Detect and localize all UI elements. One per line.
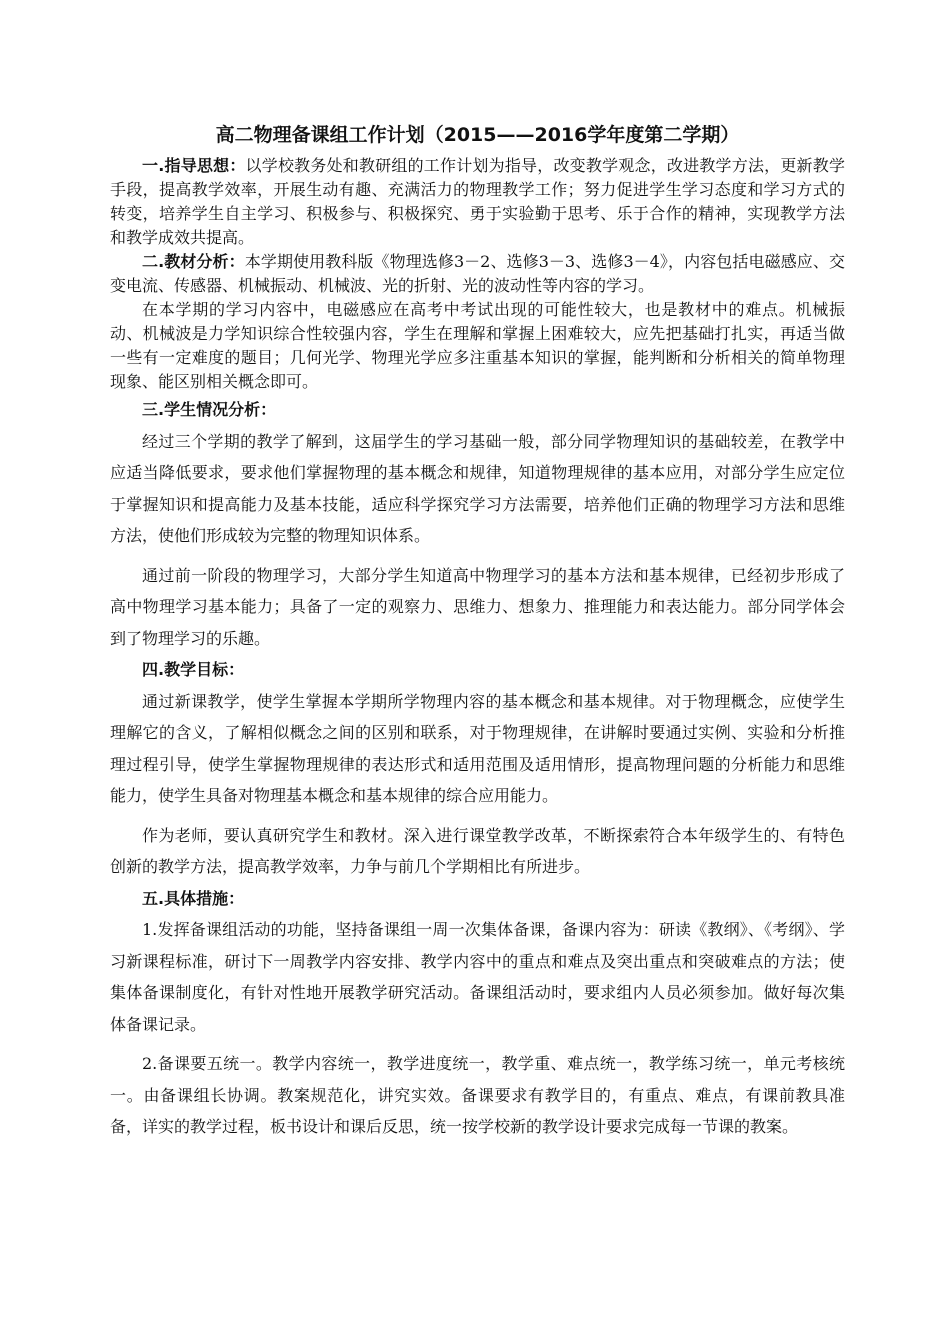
paragraph-student-2: 通过前一阶段的物理学习，大部分学生知道高中物理学习的基本方法和基本规律，已经初步形成了高中物理学习基本能力；具备了一定的观察力、思维力、想象力、推理能力和表达能力。部分同学体会到了物理学习的乐趣。: [110, 565, 845, 648]
paragraph-measure-1: 1.发挥备课组活动的功能，坚持备课组一周一次集体备课，备课内容为：研读《教纲》、《考纲》、学习新课程标准，研讨下一周教学内容安排、教学内容中的重点和难点及突出重点和突破难点的方法；使集体备课制度化，有针对性地开展教学研究活动。备课组活动时，要求组内人员必须参加。做好每次集体备课记录。: [110, 920, 845, 1034]
section-label-1: 一.指导思想：: [142, 156, 246, 175]
paragraph-goal-2: 作为老师，要认真研究学生和教材。深入进行课堂教学改革，不断探索符合本年级学生的、有特色创新的教学方法，提高教学效率，力争与前几个学期相比有所进步。: [110, 825, 845, 876]
section-textbook-analysis: [110, 250, 845, 298]
section-label-2: 二.教材分析：: [142, 252, 245, 271]
section-heading-3: 三.学生情况分析：: [142, 400, 277, 419]
section-text-2: 本学期使用教科版《物理选修3－2、选修3－3、选修3－4》，内容包括电磁感应、交变电流、传感器、机械振动、机械波、光的折射、光的波动性等内容的学习。: [110, 252, 845, 295]
paragraph-textbook-difficulty: 在本学期的学习内容中，电磁感应在高考中考试出现的可能性较大，也是教材中的难点。机械振动、机械波是力学知识综合性较强内容，学生在理解和掌握上困难较大，应先把基础打扎实，再适当做一些有一定难度的题目；几何光学、物理光学应多注重基本知识的掌握，能判断和分析相关的简单物理现象、能区别相关概念即可。: [110, 300, 845, 391]
paragraph-gap: [110, 1040, 845, 1048]
document-page: [110, 120, 845, 1143]
paragraph-gap: [110, 812, 845, 820]
paragraph-measure-2: 2.备课要五统一。教学内容统一，教学进度统一，教学重、难点统一，教学练习统一，单元考核统一。由备课组长协调。教案规范化，讲究实效。备课要求有教学目的，有重点、难点，有课前教具准备，详实的教学过程，板书设计和课后反思，统一按学校新的教学设计要求完成每一节课的教案。: [110, 1054, 845, 1136]
section-guiding-thought: [110, 154, 845, 250]
section-text-1: 以学校教务处和教研组的工作计划为指导，改变教学观念，改进教学方法，更新教学手段，提高教学效率，开展生动有趣、充满活力的物理教学工作；努力促进学生学习态度和学习方式的转变，培养学生自主学习、积极参与、积极探究、勇于实验勤于思考、乐于合作的精神，实现教学方法和教学成效共提高。: [110, 156, 845, 247]
section-heading-5: 五.具体措施：: [142, 888, 245, 908]
section-heading-4: 四.教学目标：: [142, 660, 245, 679]
document-title: 高二物理备课组工作计划（2015——2016学年度第二学期）: [215, 124, 740, 146]
paragraph-student-1: 经过三个学期的教学了解到，这届学生的学习基础一般，部分同学物理知识的基础较差，在教学中应适当降低要求，要求他们掌握物理的基本概念和规律，知道物理规律的基本应用，对部分学生应定位于掌握知识和提高能力及基本技能，适应科学探究学习方法需要，培养他们正确的物理学习方法和思维方法，使他们形成较为完整的物理知识体系。: [110, 431, 845, 545]
paragraph-goal-1: 通过新课教学，使学生掌握本学期所学物理内容的基本概念和基本规律。对于物理概念，应使学生理解它的含义，了解相似概念之间的区别和联系，对于物理规律，在讲解时要通过实例、实验和分析推理过程引导，使学生掌握物理规律的表达形式和适用范围及适用情形，提高物理问题的分析能力和思维能力，使学生具备对物理基本概念和基本规律的综合应用能力。: [110, 691, 845, 805]
paragraph-gap: [110, 552, 845, 560]
